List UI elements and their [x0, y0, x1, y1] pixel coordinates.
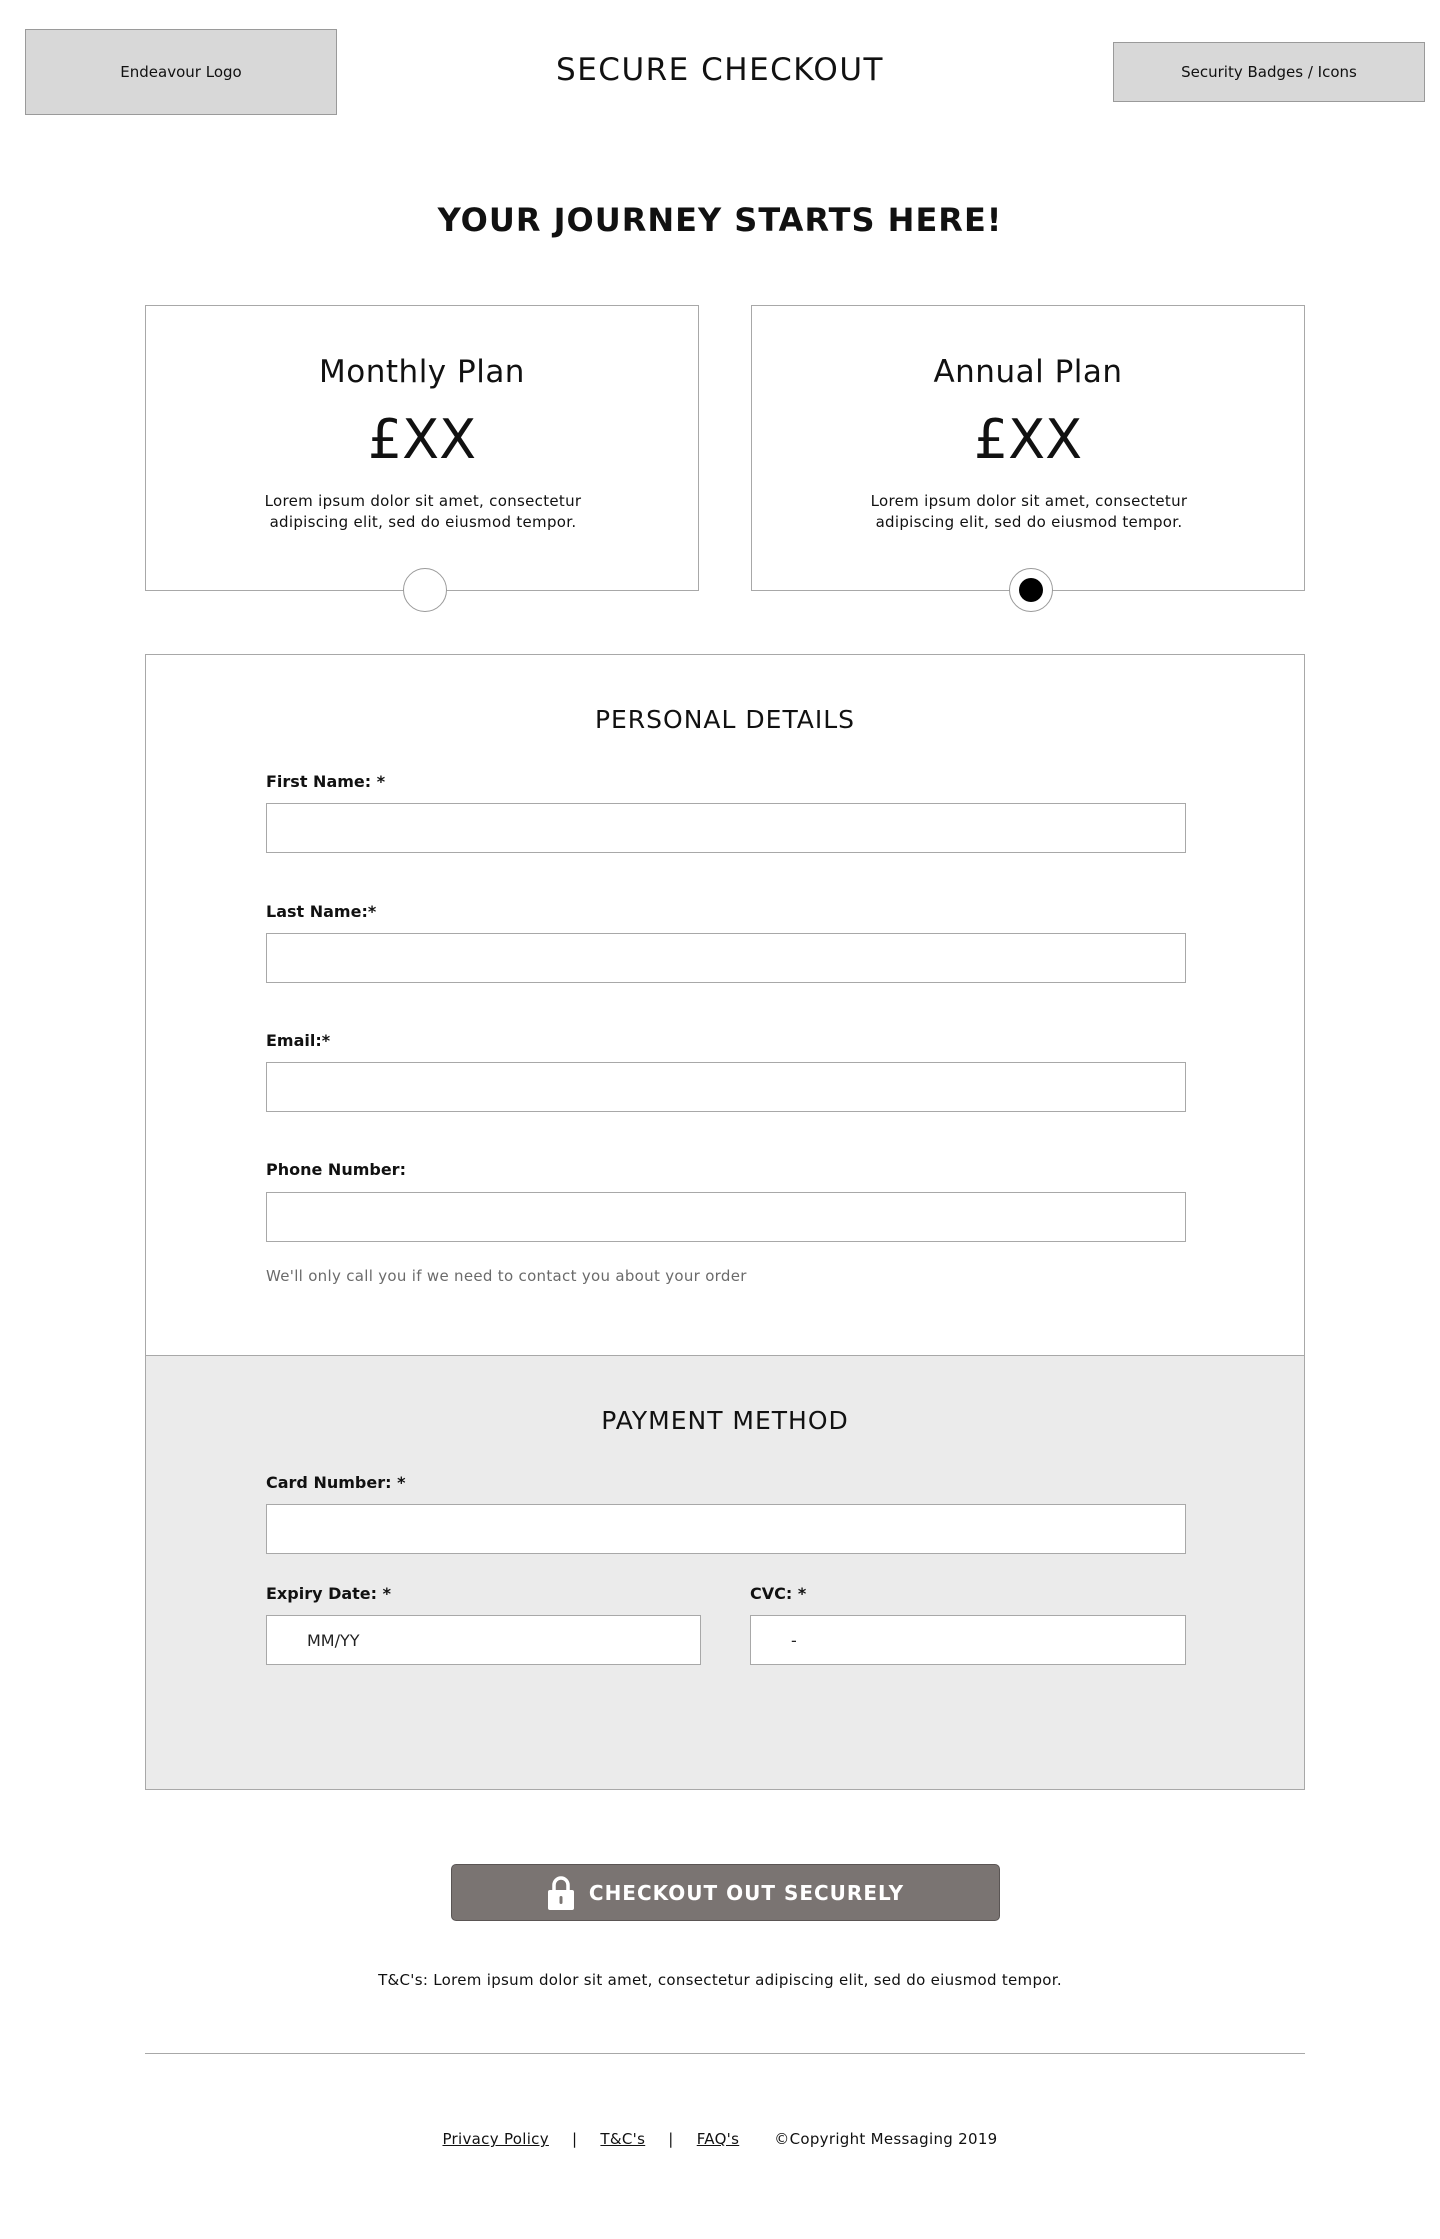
journey-heading: YOUR JOURNEY STARTS HERE!	[437, 201, 1003, 239]
plan-card-monthly[interactable]	[145, 305, 699, 591]
footer-separator: |	[668, 2130, 674, 2148]
plan-radio-annual[interactable]	[1009, 568, 1053, 612]
expiry-date-input[interactable]	[266, 1615, 701, 1665]
footer-separator: |	[571, 2130, 578, 2148]
page-header-title: SECURE CHECKOUT	[556, 52, 884, 88]
terms-link[interactable]: T&C's	[600, 2130, 646, 2148]
checkout-button-label: CHECKOUT OUT SECURELY	[588, 1880, 905, 1905]
logo-label: Endeavour Logo	[120, 63, 242, 81]
checkout-form	[145, 654, 1305, 1790]
cvc-label: CVC: *	[750, 1584, 807, 1603]
plan-name: Annual Plan	[933, 354, 1123, 390]
payment-method-title: PAYMENT METHOD	[601, 1406, 849, 1435]
radio-selected-dot	[1019, 578, 1043, 602]
plan-price: £XX	[367, 408, 477, 471]
card-number-label: Card Number: *	[266, 1473, 406, 1492]
footer	[0, 2130, 1440, 2148]
cvc-input[interactable]	[750, 1615, 1186, 1665]
first-name-input[interactable]	[266, 803, 1186, 853]
copyright-text: ©Copyright Messaging 2019	[774, 2130, 998, 2148]
footer-divider	[145, 2053, 1305, 2054]
card-number-input[interactable]	[266, 1504, 1186, 1554]
plan-description: Lorem ipsum dolor sit amet, consectetur adipiscing elit, sed do eiusmod tempor.	[264, 492, 582, 531]
faqs-link[interactable]: FAQ's	[696, 2130, 740, 2148]
personal-details-title: PERSONAL DETAILS	[594, 705, 856, 734]
payment-method-section	[146, 1355, 1304, 1789]
lock-icon	[547, 1875, 575, 1911]
email-input[interactable]	[266, 1062, 1186, 1112]
security-badges-label: Security Badges / Icons	[1181, 63, 1357, 81]
plan-price: £XX	[973, 408, 1083, 471]
plan-description: Lorem ipsum dolor sit amet, consectetur adipiscing elit, sed do eiusmod tempor.	[870, 492, 1188, 531]
expiry-date-label: Expiry Date: *	[266, 1584, 391, 1603]
first-name-label: First Name: *	[266, 772, 386, 791]
phone-label: Phone Number:	[266, 1160, 406, 1179]
email-label: Email:*	[266, 1031, 331, 1050]
phone-input[interactable]	[266, 1192, 1186, 1242]
plan-name: Monthly Plan	[319, 354, 525, 390]
plan-radio-monthly[interactable]	[403, 568, 447, 612]
phone-helper-text: We'll only call you if we need to contact you about your order	[266, 1267, 747, 1285]
last-name-input[interactable]	[266, 933, 1186, 983]
plan-card-annual[interactable]	[751, 305, 1305, 591]
checkout-securely-button[interactable]	[451, 1864, 1000, 1921]
privacy-policy-link[interactable]: Privacy Policy	[442, 2130, 549, 2148]
security-badges-placeholder	[1113, 42, 1425, 102]
last-name-label: Last Name:*	[266, 902, 377, 921]
terms-text: T&C's: Lorem ipsum dolor sit amet, consectetur adipiscing elit, sed do eiusmod tempor.	[378, 1971, 1062, 1989]
